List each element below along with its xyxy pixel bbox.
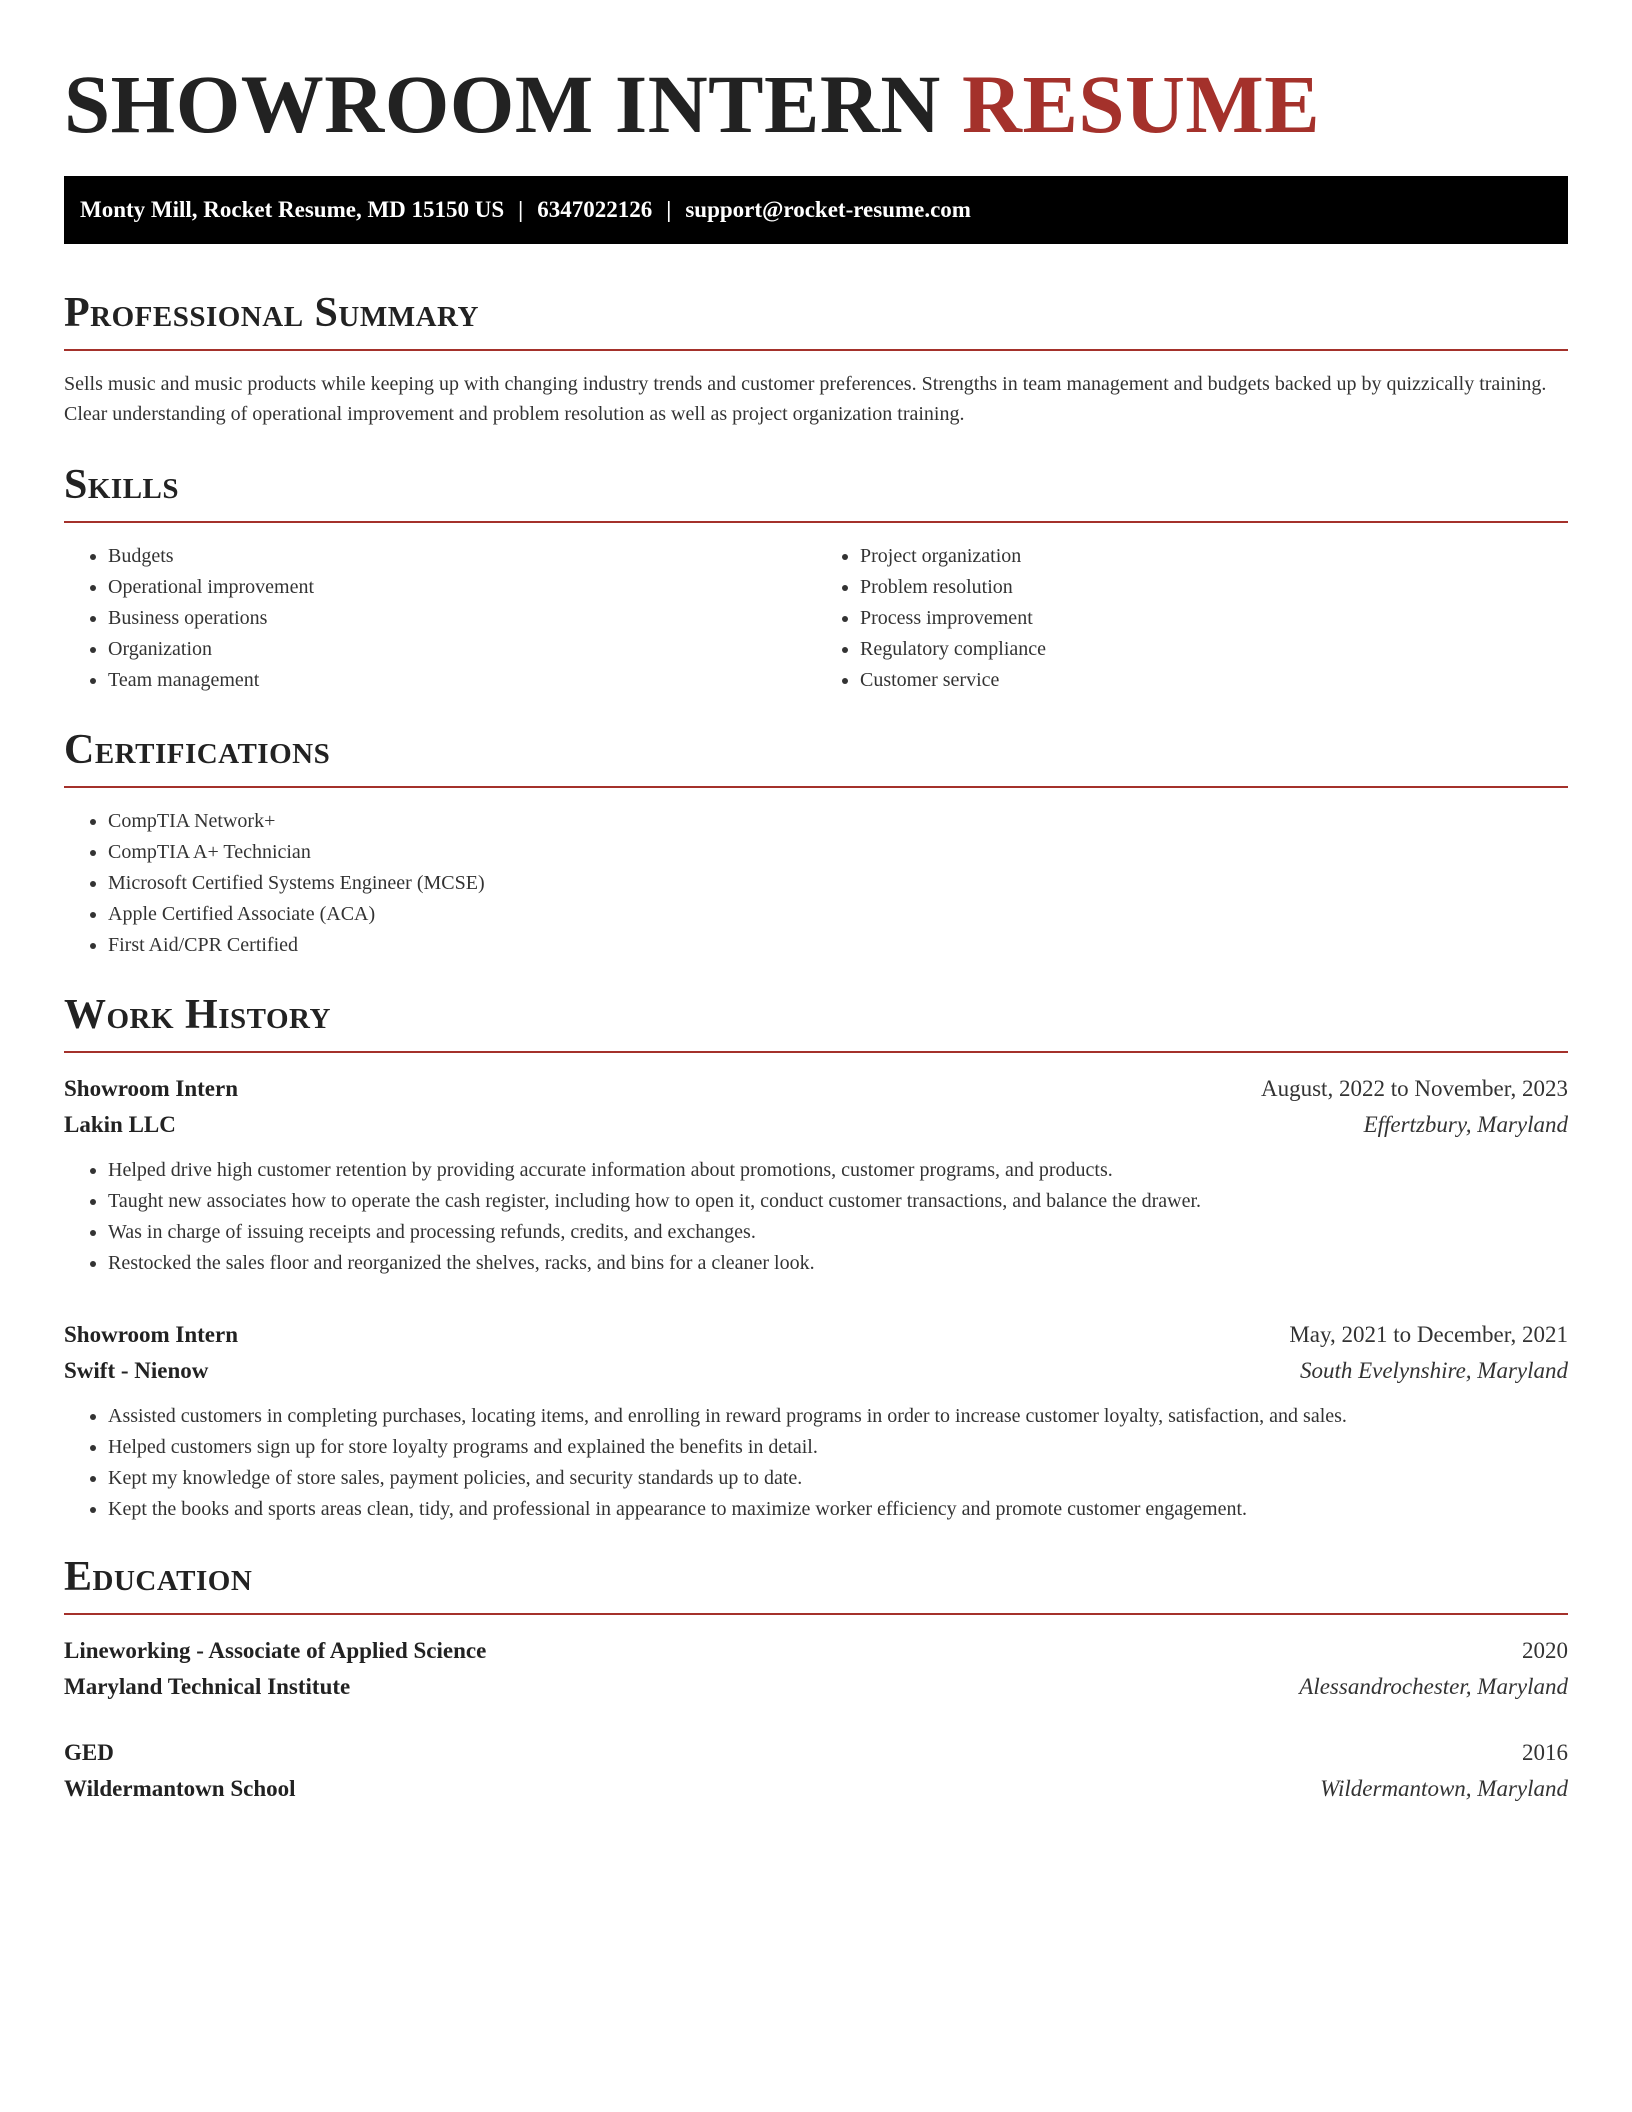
- job-duty: • Kept the books and sports areas clean, tidy, and professional in appearance to maximize worker efficiency and promote customer engagement.: [108, 1494, 1568, 1525]
- job-company-row: [64, 1353, 1568, 1389]
- job-company: Lakin LLC: [64, 1112, 176, 1137]
- job-duty: • Assisted customers in completing purchases, locating items, and enrolling in reward programs in order to increase customer loyalty, satisfaction, and sales.: [108, 1401, 1568, 1432]
- job-duties-list: [64, 1155, 1568, 1279]
- education-degree-row: [64, 1735, 1568, 1771]
- certification-item: • CompTIA A+ Technician: [108, 837, 1568, 868]
- job-dates: May, 2021 to December, 2021: [1289, 1322, 1568, 1347]
- job-duties-list: [64, 1401, 1568, 1525]
- skill-item: • Regulatory compliance: [860, 634, 1568, 665]
- title-main: SHOWROOM INTERN: [64, 58, 941, 150]
- section-heading: Education: [64, 1553, 1568, 1615]
- job-title: Showroom Intern: [64, 1076, 239, 1101]
- certification-item: • First Aid/CPR Certified: [108, 930, 1568, 961]
- skill-item: • Operational improvement: [108, 572, 816, 603]
- job-title-row: [64, 1071, 1568, 1107]
- job-location: South Evelynshire, Maryland: [1299, 1358, 1568, 1383]
- skills-list-right: [816, 541, 1568, 696]
- job-company: Swift - Nienow: [64, 1358, 209, 1383]
- job-duty: • Taught new associates how to operate the cash register, including how to open it, conduct customer transactions, and balance the drawer.: [108, 1186, 1568, 1217]
- job-entry: [64, 1317, 1568, 1525]
- title-accent: RESUME: [962, 58, 1321, 150]
- contact-phone[interactable]: 6347022126: [537, 197, 653, 222]
- skill-item: • Customer service: [860, 665, 1568, 696]
- education-degree: Lineworking - Associate of Applied Science: [64, 1638, 487, 1663]
- skill-item: • Business operations: [108, 603, 816, 634]
- resume-title: [64, 0, 1568, 150]
- section-heading: Work History: [64, 991, 1568, 1053]
- job-title: Showroom Intern: [64, 1322, 239, 1347]
- skill-item: • Project organization: [860, 541, 1568, 572]
- skill-item: • Organization: [108, 634, 816, 665]
- education-location: Wildermantown, Maryland: [1320, 1776, 1568, 1801]
- contact-separator: |: [518, 197, 524, 222]
- job-location: Effertzbury, Maryland: [1363, 1112, 1568, 1137]
- job-duty: • Restocked the sales floor and reorganized the shelves, racks, and bins for a cleaner look.: [108, 1248, 1568, 1279]
- education-school-row: [64, 1669, 1568, 1705]
- certification-item: • Microsoft Certified Systems Engineer (MCSE): [108, 868, 1568, 899]
- education-year: 2020: [1522, 1638, 1568, 1663]
- skill-item: • Budgets: [108, 541, 816, 572]
- skill-item: • Team management: [108, 665, 816, 696]
- contact-address: Monty Mill, Rocket Resume, MD 15150 US: [80, 197, 505, 222]
- summary-text: Sells music and music products while keeping up with changing industry trends and customer preferences. Strengths in team management and budgets backed up by quizzically training. Clear understanding of operational improvement and problem resolution as well as project organization training.: [64, 373, 1547, 425]
- contact-bar: [64, 176, 1568, 244]
- contact-email[interactable]: support@rocket-resume.com: [685, 197, 971, 222]
- certification-item: • Apple Certified Associate (ACA): [108, 899, 1568, 930]
- education-school-row: [64, 1771, 1568, 1807]
- section-heading: Skills: [64, 461, 1568, 523]
- certification-item: • CompTIA Network+: [108, 806, 1568, 837]
- section-heading: Professional Summary: [64, 289, 1568, 351]
- education-entry: [64, 1633, 1568, 1705]
- work-history-section: [64, 991, 1568, 1525]
- skill-item: • Process improvement: [860, 603, 1568, 634]
- education-entry: [64, 1735, 1568, 1807]
- job-title-row: [64, 1317, 1568, 1353]
- job-duty: • Was in charge of issuing receipts and processing refunds, credits, and exchanges.: [108, 1217, 1568, 1248]
- education-section: [64, 1553, 1568, 1807]
- education-location: Alessandrochester, Maryland: [1299, 1674, 1568, 1699]
- section-heading: Certifications: [64, 726, 1568, 788]
- certifications-section: [64, 726, 1568, 961]
- contact-separator: |: [666, 197, 672, 222]
- skills-list-left: [64, 541, 816, 696]
- job-duty: • Helped customers sign up for store loyalty programs and explained the benefits in detail.: [108, 1432, 1568, 1463]
- skill-item: • Problem resolution: [860, 572, 1568, 603]
- job-duty: • Helped drive high customer retention by providing accurate information about promotions, customer programs, and products.: [108, 1155, 1568, 1186]
- education-degree: GED: [64, 1740, 114, 1765]
- education-school: Wildermantown School: [64, 1776, 296, 1801]
- certifications-list: [64, 806, 1568, 961]
- education-school: Maryland Technical Institute: [64, 1674, 351, 1699]
- job-entry: [64, 1071, 1568, 1279]
- skills-section: [64, 461, 1568, 696]
- skills-columns: [64, 523, 1568, 696]
- job-company-row: [64, 1107, 1568, 1143]
- education-degree-row: [64, 1633, 1568, 1669]
- education-year: 2016: [1522, 1740, 1568, 1765]
- job-duty: • Kept my knowledge of store sales, payment policies, and security standards up to date.: [108, 1463, 1568, 1494]
- professional-summary-section: [64, 289, 1568, 429]
- job-dates: August, 2022 to November, 2023: [1261, 1076, 1568, 1101]
